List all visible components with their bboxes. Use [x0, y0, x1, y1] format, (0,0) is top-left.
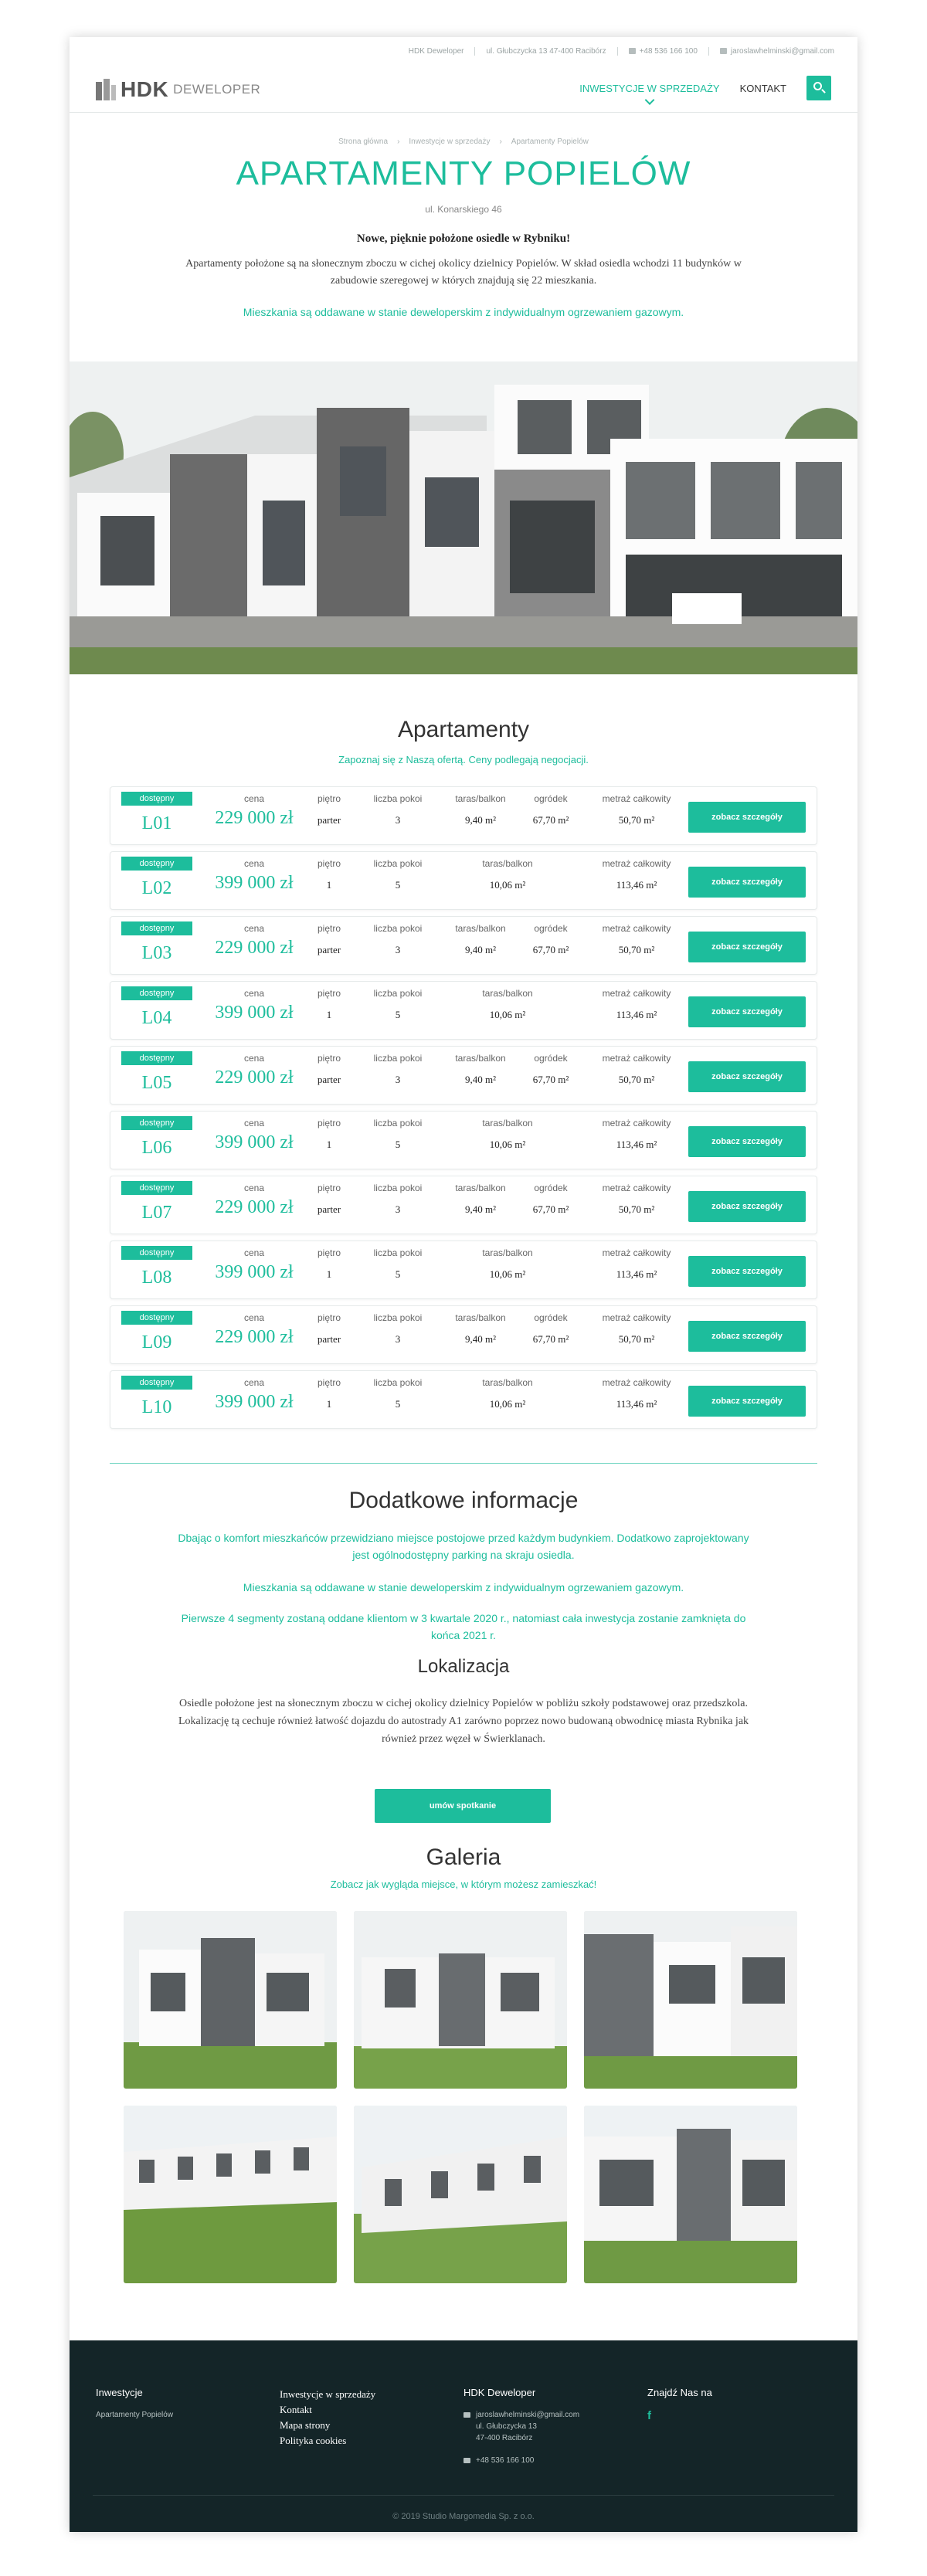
- area-col: [586, 988, 687, 1021]
- logo[interactable]: [96, 77, 260, 102]
- breadcrumb: Strona główna › Inwestycje w sprzedaży › Apartamenty Popielów: [338, 137, 589, 146]
- floor-label: piętro: [317, 988, 341, 999]
- divider: [474, 47, 475, 56]
- main-nav: [579, 76, 831, 100]
- terrace-col: [438, 1312, 523, 1346]
- garden-label: ogródek: [534, 923, 568, 934]
- footer-heading: Inwestycje: [96, 2387, 143, 2398]
- terrace-label: taras/balkon: [455, 1053, 506, 1064]
- apartment-row: [110, 981, 817, 1040]
- footer-heading: Znajdź Nas na: [647, 2387, 712, 2398]
- price-col: [202, 858, 307, 894]
- info-paragraph-3: Pierwsze 4 segmenty zostaną oddane klientom w 3 kwartale 2020 r., natomiast cała inwestycja zostanie zamknięta do końca 2021 r.: [181, 1612, 746, 1641]
- price-col: [202, 1377, 307, 1413]
- see-details-button[interactable]: zobacz szczegóły: [688, 802, 806, 833]
- area-label: metraż całkowity: [602, 1377, 671, 1388]
- footer-email[interactable]: [464, 2409, 579, 2421]
- footer-city: 47-400 Racibórz: [476, 2434, 533, 2442]
- section-divider: [110, 1463, 817, 1464]
- apartment-row: [110, 851, 817, 910]
- gallery-title: Galeria: [426, 1845, 501, 1870]
- rooms-col: [359, 1118, 436, 1151]
- rooms-col: [359, 1312, 436, 1346]
- status-badge: dostępny: [121, 921, 192, 935]
- lot-number: L08: [141, 1268, 172, 1288]
- footer-divider: [93, 2495, 834, 2496]
- footer: [70, 2340, 857, 2532]
- footer-link[interactable]: Inwestycje w sprzedaży: [280, 2388, 376, 2400]
- gallery-image[interactable]: [354, 1911, 567, 2089]
- area-col: [586, 1312, 687, 1346]
- lot-number: L06: [141, 1138, 172, 1158]
- intro-accent-text: Mieszkania są oddawane w stanie deweloperskim z indywidualnym ogrzewaniem gazowym.: [243, 306, 684, 318]
- area-label: metraż całkowity: [602, 1118, 671, 1128]
- topbar-email-text: jaroslawhelminski@gmail.com: [730, 46, 834, 56]
- status-badge: dostępny: [121, 1051, 192, 1065]
- terrace-label: taras/balkon: [455, 923, 506, 934]
- terrace-label: taras/balkon: [455, 1312, 506, 1323]
- floor-value: 1: [326, 879, 332, 891]
- chevron-down-icon: [645, 95, 655, 105]
- lot-number: L09: [141, 1332, 172, 1352]
- see-details-button[interactable]: zobacz szczegóły: [688, 1126, 806, 1157]
- status-badge: dostępny: [121, 1311, 192, 1325]
- facebook-icon[interactable]: f: [647, 2409, 651, 2422]
- lot-number: L04: [141, 1008, 172, 1028]
- terrace-label: taras/balkon: [482, 988, 533, 999]
- terrace-value: 9,40 m²: [464, 944, 496, 955]
- page: [70, 37, 857, 2532]
- area-col: [586, 1118, 687, 1151]
- rooms-value: 5: [395, 1268, 401, 1280]
- phone-icon: [464, 2458, 470, 2463]
- floor-label: piętro: [317, 1183, 341, 1193]
- floor-col: [310, 858, 348, 891]
- garden-value: 67,70 m²: [532, 944, 569, 955]
- terrace-value: 10,06 m²: [489, 1139, 526, 1150]
- rooms-col: [359, 1377, 436, 1410]
- area-value: 50,70 m²: [618, 1074, 655, 1085]
- info-paragraph-1: Dbając o komfort mieszkańców przewidziano miejsce postojowe przed każdym budynkiem. Dodatkowo zaprojektowany jest ogólnodostępny parking na skraju osiedla.: [178, 1532, 749, 1561]
- rooms-value: 3: [395, 814, 401, 826]
- rooms-label: liczba pokoi: [373, 988, 423, 999]
- rooms-col: [359, 1053, 436, 1086]
- footer-phone[interactable]: [464, 2455, 579, 2466]
- garden-col: [520, 923, 582, 956]
- topbar-company: HDK Deweloper: [408, 46, 464, 56]
- area-value: 50,70 m²: [618, 1203, 655, 1215]
- lot-number: L02: [141, 878, 172, 898]
- status-badge: dostępny: [121, 1246, 192, 1260]
- status-badge: dostępny: [121, 857, 192, 871]
- terrace-value: 9,40 m²: [464, 814, 496, 826]
- terrace-label: taras/balkon: [482, 1247, 533, 1258]
- area-label: metraż całkowity: [602, 1183, 671, 1193]
- price-label: cena: [243, 1312, 265, 1323]
- price-label: cena: [243, 1118, 265, 1128]
- garden-value: 67,70 m²: [532, 1333, 569, 1345]
- nav-investments[interactable]: [579, 83, 719, 94]
- price-col: [202, 923, 307, 959]
- garden-label: ogródek: [534, 1312, 568, 1323]
- price-value: 229 000 zł: [215, 1067, 294, 1088]
- area-value: 50,70 m²: [618, 944, 655, 955]
- terrace-value: 9,40 m²: [464, 1333, 496, 1345]
- terrace-col: [453, 988, 562, 1021]
- footer-phone-text: +48 536 166 100: [476, 2456, 535, 2465]
- price-col: [202, 1247, 307, 1283]
- rooms-col: [359, 988, 436, 1021]
- price-value: 399 000 zł: [215, 873, 294, 893]
- floor-col: [310, 1118, 348, 1151]
- footer-col-links: [280, 2387, 375, 2449]
- rooms-col: [359, 793, 436, 826]
- area-col: [586, 1183, 687, 1216]
- apartments-list: [110, 786, 817, 1435]
- info-title: Dodatkowe informacje: [348, 1488, 579, 1513]
- rooms-label: liczba pokoi: [373, 1247, 423, 1258]
- rooms-value: 5: [395, 1139, 401, 1150]
- status-badge: dostępny: [121, 1376, 192, 1390]
- building-render-image: [70, 361, 857, 674]
- area-label: metraż całkowity: [602, 1312, 671, 1323]
- see-details-button[interactable]: zobacz szczegóły: [688, 1386, 806, 1417]
- footer-link[interactable]: Mapa strony: [280, 2419, 331, 2431]
- see-details-button[interactable]: zobacz szczegóły: [688, 932, 806, 962]
- garden-col: [520, 1312, 582, 1346]
- location-title: Lokalizacja: [417, 1656, 510, 1677]
- area-col: [586, 858, 687, 891]
- status-badge: dostępny: [121, 1116, 192, 1130]
- garden-value: 67,70 m²: [532, 1203, 569, 1215]
- price-label: cena: [243, 793, 265, 804]
- terrace-col: [438, 923, 523, 956]
- apartment-row: [110, 916, 817, 975]
- footer-street: ul. Głubczycka 13: [476, 2422, 537, 2431]
- see-details-button[interactable]: zobacz szczegóły: [688, 996, 806, 1027]
- rooms-label: liczba pokoi: [373, 858, 423, 869]
- rooms-value: 5: [395, 1009, 401, 1020]
- see-details-button[interactable]: zobacz szczegóły: [688, 1321, 806, 1352]
- area-col: [586, 1377, 687, 1410]
- price-label: cena: [243, 1053, 265, 1064]
- phone-icon: [629, 48, 636, 54]
- apartment-row: [110, 1240, 817, 1299]
- area-value: 50,70 m²: [618, 814, 655, 826]
- see-details-button[interactable]: zobacz szczegóły: [688, 1061, 806, 1092]
- price-label: cena: [243, 1377, 265, 1388]
- footer-link[interactable]: Kontakt: [280, 2404, 312, 2415]
- topbar-address: ul. Głubczycka 13 47-400 Racibórz: [486, 46, 606, 56]
- copyright: © 2019 Studio Margomedia Sp. z o.o.: [392, 2512, 535, 2521]
- area-label: metraż całkowity: [602, 793, 671, 804]
- rooms-label: liczba pokoi: [373, 1377, 423, 1388]
- terrace-label: taras/balkon: [482, 1118, 533, 1128]
- footer-heading: HDK Deweloper: [464, 2387, 536, 2398]
- floor-col: [310, 793, 348, 826]
- floor-label: piętro: [317, 1118, 341, 1128]
- schedule-meeting-button[interactable]: umów spotkanie: [375, 1789, 551, 1823]
- price-label: cena: [243, 1247, 265, 1258]
- page-title: APARTAMENTY POPIELÓW: [236, 154, 691, 192]
- area-value: 113,46 m²: [616, 1009, 657, 1020]
- footer-col-investments: [96, 2387, 173, 2421]
- nav-contact[interactable]: KONTAKT: [739, 82, 786, 94]
- gallery-image[interactable]: [584, 2106, 797, 2283]
- floor-col: [310, 1247, 348, 1281]
- price-value: 399 000 zł: [215, 1003, 294, 1023]
- rooms-label: liczba pokoi: [373, 1183, 423, 1193]
- rooms-label: liczba pokoi: [373, 793, 423, 804]
- floor-label: piętro: [317, 858, 341, 869]
- breadcrumb-current: Apartamenty Popielów: [511, 137, 589, 146]
- apartments-title: Apartamenty: [397, 717, 530, 742]
- terrace-value: 10,06 m²: [489, 1268, 526, 1280]
- rooms-value: 3: [395, 1074, 401, 1085]
- rooms-value: 5: [395, 1398, 401, 1410]
- status-badge: dostępny: [121, 986, 192, 1000]
- area-value: 113,46 m²: [616, 879, 657, 891]
- price-label: cena: [243, 923, 265, 934]
- footer-email-text: jaroslawhelminski@gmail.com: [476, 2411, 580, 2419]
- floor-value: 1: [326, 1139, 332, 1150]
- terrace-col: [438, 1053, 523, 1086]
- floor-value: parter: [317, 814, 341, 826]
- floor-label: piętro: [317, 1377, 341, 1388]
- rooms-col: [359, 1183, 436, 1216]
- divider: [617, 47, 618, 56]
- topbar-phone-text: +48 536 166 100: [639, 46, 698, 56]
- rooms-value: 3: [395, 1333, 401, 1345]
- lot-number: L05: [141, 1073, 172, 1093]
- floor-col: [310, 1312, 348, 1346]
- rooms-label: liczba pokoi: [373, 1118, 423, 1128]
- garden-label: ogródek: [534, 1183, 568, 1193]
- mail-icon: [720, 48, 727, 54]
- rooms-label: liczba pokoi: [373, 1312, 423, 1323]
- price-label: cena: [243, 858, 265, 869]
- garden-value: 67,70 m²: [532, 814, 569, 826]
- gallery-image[interactable]: [124, 2106, 337, 2283]
- apartment-row: [110, 1305, 817, 1364]
- price-col: [202, 1118, 307, 1153]
- price-col: [202, 1053, 307, 1088]
- garden-label: ogródek: [534, 1053, 568, 1064]
- garden-col: [520, 793, 582, 826]
- terrace-col: [453, 1247, 562, 1281]
- lot-number: L03: [141, 943, 172, 963]
- area-label: metraż całkowity: [602, 1053, 671, 1064]
- search-button[interactable]: [806, 76, 831, 100]
- apartments-subtitle: Zapoznaj się z Naszą ofertą. Ceny podlegają negocjacji.: [338, 754, 589, 765]
- gallery-image[interactable]: [584, 1911, 797, 2089]
- rooms-value: 5: [395, 879, 401, 891]
- intro-text: Apartamenty położone są na słonecznym zboczu w cichej okolicy dzielnicy Popielów. W skład osiedla wchodzi 11 budynków w zabudowie szeregowej w których znajdują się 22 mieszkania.: [185, 258, 742, 287]
- hero-image: [70, 361, 857, 674]
- price-col: [202, 1183, 307, 1218]
- apartment-row: [110, 1046, 817, 1105]
- see-details-button[interactable]: zobacz szczegóły: [688, 1191, 806, 1222]
- area-col: [586, 1247, 687, 1281]
- price-value: 229 000 zł: [215, 808, 294, 828]
- floor-col: [310, 1377, 348, 1410]
- topbar-email[interactable]: [720, 47, 834, 56]
- mail-icon: [464, 2412, 470, 2418]
- rooms-label: liczba pokoi: [373, 1053, 423, 1064]
- floor-label: piętro: [317, 1312, 341, 1323]
- lead-text: Nowe, pięknie położone osiedle w Rybniku!: [356, 232, 571, 245]
- price-label: cena: [243, 1183, 265, 1193]
- topbar-phone[interactable]: [629, 47, 698, 56]
- terrace-col: [438, 1183, 523, 1216]
- floor-value: parter: [317, 1333, 341, 1345]
- nav-investments-label: INWESTYCJE W SPRZEDAŻY: [579, 82, 720, 94]
- area-label: metraż całkowity: [602, 858, 671, 869]
- page-address: ul. Konarskiego 46: [425, 204, 502, 215]
- status-badge: dostępny: [121, 1181, 192, 1195]
- footer-link[interactable]: Apartamenty Popielów: [96, 2411, 174, 2419]
- logo-mark-icon: [96, 79, 116, 100]
- area-value: 113,46 m²: [616, 1139, 657, 1150]
- area-value: 113,46 m²: [616, 1398, 657, 1410]
- floor-value: parter: [317, 1074, 341, 1085]
- gallery-subtitle: Zobacz jak wygląda miejsce, w którym możesz zamieszkać!: [330, 1879, 597, 1890]
- price-label: cena: [243, 988, 265, 999]
- rooms-value: 3: [395, 1203, 401, 1215]
- footer-col-social: [647, 2387, 712, 2422]
- price-col: [202, 988, 307, 1023]
- logo-sub: DEWELOPER: [173, 82, 261, 97]
- search-icon: [813, 82, 822, 90]
- lot-number: L07: [141, 1203, 172, 1223]
- terrace-value: 10,06 m²: [489, 879, 526, 891]
- location-text: Osiedle położone jest na słonecznym zboczu w cichej okolicy dzielnicy Popielów w pobliżu szkoły podstawowej oraz przedszkola. Lokalizację tą cechuje również łatwość dojazdu do autostrady A1 zarówno poprzez nowo budowaną obwodnicę miasta Rybnika jak również przez węzeł w Świerklanach.: [178, 1698, 749, 1745]
- terrace-col: [453, 1118, 562, 1151]
- terrace-label: taras/balkon: [482, 1377, 533, 1388]
- terrace-label: taras/balkon: [455, 793, 506, 804]
- terrace-value: 9,40 m²: [464, 1074, 496, 1085]
- floor-col: [310, 923, 348, 956]
- area-col: [586, 793, 687, 826]
- gallery-image[interactable]: [124, 1911, 337, 2089]
- floor-label: piętro: [317, 793, 341, 804]
- info-paragraph-2: Mieszkania są oddawane w stanie deweloperskim z indywidualnym ogrzewaniem gazowym.: [243, 1581, 684, 1593]
- terrace-label: taras/balkon: [455, 1183, 506, 1193]
- floor-value: 1: [326, 1398, 332, 1410]
- terrace-label: taras/balkon: [482, 858, 533, 869]
- terrace-value: 9,40 m²: [464, 1203, 496, 1215]
- footer-link[interactable]: Polityka cookies: [280, 2435, 347, 2446]
- floor-value: parter: [317, 944, 341, 955]
- lot-number: L01: [141, 813, 172, 833]
- floor-col: [310, 988, 348, 1021]
- price-value: 229 000 zł: [215, 938, 294, 958]
- floor-label: piętro: [317, 923, 341, 934]
- header: [70, 65, 857, 113]
- terrace-col: [453, 1377, 562, 1410]
- rooms-col: [359, 923, 436, 956]
- rooms-label: liczba pokoi: [373, 923, 423, 934]
- see-details-button[interactable]: zobacz szczegóły: [688, 867, 806, 898]
- garden-value: 67,70 m²: [532, 1074, 569, 1085]
- area-value: 113,46 m²: [616, 1268, 657, 1280]
- terrace-value: 10,06 m²: [489, 1398, 526, 1410]
- area-col: [586, 923, 687, 956]
- terrace-value: 10,06 m²: [489, 1009, 526, 1020]
- divider: [708, 47, 709, 56]
- area-label: metraż całkowity: [602, 1247, 671, 1258]
- see-details-button[interactable]: zobacz szczegóły: [688, 1256, 806, 1287]
- apartment-row: [110, 1176, 817, 1234]
- rooms-col: [359, 858, 436, 891]
- breadcrumb-home[interactable]: Strona główna: [338, 137, 389, 146]
- floor-value: parter: [317, 1203, 341, 1215]
- breadcrumb-investments[interactable]: Inwestycje w sprzedaży: [409, 137, 491, 146]
- rooms-col: [359, 1247, 436, 1281]
- price-col: [202, 793, 307, 829]
- apartment-row: [110, 786, 817, 845]
- garden-label: ogródek: [534, 793, 568, 804]
- logo-main: HDK: [121, 77, 169, 101]
- garden-col: [520, 1053, 582, 1086]
- price-value: 399 000 zł: [215, 1262, 294, 1282]
- area-value: 50,70 m²: [618, 1333, 655, 1345]
- apartment-row: [110, 1111, 817, 1169]
- floor-label: piętro: [317, 1053, 341, 1064]
- price-value: 229 000 zł: [215, 1197, 294, 1217]
- gallery-image[interactable]: [354, 2106, 567, 2283]
- apartment-row: [110, 1370, 817, 1429]
- terrace-col: [453, 858, 562, 891]
- floor-col: [310, 1183, 348, 1216]
- price-value: 229 000 zł: [215, 1327, 294, 1347]
- rooms-value: 3: [395, 944, 401, 955]
- top-bar: [70, 37, 857, 65]
- footer-col-contact: [464, 2387, 579, 2466]
- terrace-col: [438, 793, 523, 826]
- area-label: metraż całkowity: [602, 988, 671, 999]
- floor-col: [310, 1053, 348, 1086]
- floor-label: piętro: [317, 1247, 341, 1258]
- floor-value: 1: [326, 1009, 332, 1020]
- lot-number: L10: [141, 1397, 172, 1417]
- floor-value: 1: [326, 1268, 332, 1280]
- area-col: [586, 1053, 687, 1086]
- price-value: 399 000 zł: [215, 1392, 294, 1412]
- area-label: metraż całkowity: [602, 923, 671, 934]
- garden-col: [520, 1183, 582, 1216]
- price-col: [202, 1312, 307, 1348]
- price-value: 399 000 zł: [215, 1132, 294, 1152]
- status-badge: dostępny: [121, 792, 192, 806]
